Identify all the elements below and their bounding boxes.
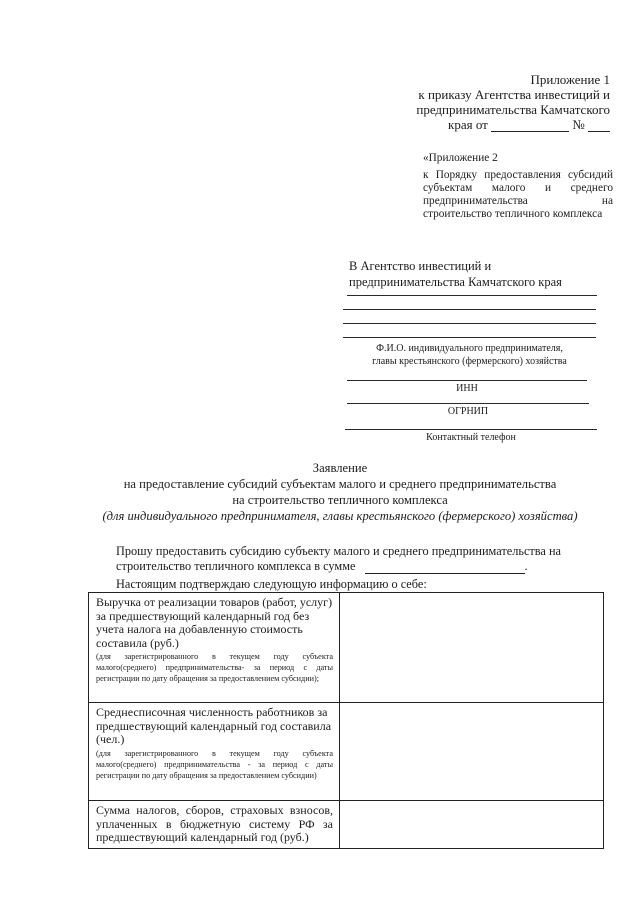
fio-caption-line-1: Ф.И.О. индивидуального предпринимателя, bbox=[376, 343, 563, 354]
info-table bbox=[88, 592, 604, 849]
table-row-label bbox=[89, 703, 340, 801]
application-subtitle-3: (для индивидуального предпринимателя, главы крестьянского (фермерского) хозяйства) bbox=[102, 509, 578, 523]
row-2-value-cell[interactable] bbox=[340, 703, 604, 801]
appendix-1-order-line: к приказу Агентства инвестиций и bbox=[418, 87, 610, 102]
ogrnip-field[interactable] bbox=[347, 403, 589, 404]
number-field[interactable] bbox=[588, 119, 610, 132]
appendix-2-line-3: субъектам малого и среднего bbox=[423, 182, 613, 194]
appendix-2-line-2: к Порядку предоставления субсидий bbox=[423, 169, 613, 181]
subsidy-amount-field[interactable] bbox=[365, 562, 525, 574]
table-row-label bbox=[89, 593, 340, 703]
table-row bbox=[89, 593, 604, 703]
appendix-2-line-4: предпринимательства на bbox=[423, 195, 613, 207]
application-subtitle-1: на предоставление субсидий субъектам малого и среднего предпринимательства bbox=[123, 477, 557, 491]
appendix-1-date-line bbox=[392, 117, 610, 132]
addressee-block bbox=[349, 258, 599, 290]
row-3-main: Сумма налогов, сборов, страховых взносов, уплаченных в бюджетную систему РФ за предшествующий календарный год (руб.) bbox=[96, 803, 333, 844]
row-2-note: (для зарегистрированного в текущем году субъекта малого(среднего) предпринимательства - за период с даты регистрации по дату обращения за предоставлением субсидии) bbox=[96, 748, 333, 780]
addressee-underline bbox=[347, 295, 597, 296]
inn-caption: ИНН bbox=[456, 383, 478, 394]
table-row bbox=[89, 801, 604, 849]
request-line-2 bbox=[116, 559, 616, 574]
appendix-2-line-5: строительство тепличного комплекса bbox=[423, 208, 603, 220]
fio-caption-line-2: главы крестьянского (фермерского) хозяйства bbox=[372, 356, 567, 367]
addressee-line-1: В Агентство инвестиций и bbox=[349, 259, 492, 273]
phone-caption: Контактный телефон bbox=[426, 432, 516, 443]
request-end-dot: . bbox=[524, 559, 528, 573]
row-1-note: (для зарегистрированного в текущем году субъекта малого(среднего) предпринимательства- за период с даты регистрации по дату обращения за предоставлением субсидии); bbox=[96, 652, 333, 683]
fio-caption bbox=[343, 342, 596, 368]
appendix-1-agency-line: предпринимательства Камчатского bbox=[416, 102, 610, 117]
row-3-value-cell[interactable] bbox=[340, 801, 604, 849]
confirm-statement: Настоящим подтверждаю следующую информацию о себе: bbox=[116, 577, 427, 591]
request-line-2-text: строительство тепличного комплекса в сумме bbox=[116, 559, 356, 573]
fio-field-line-2[interactable] bbox=[343, 323, 596, 324]
appendix-1-title: Приложение 1 bbox=[530, 72, 610, 87]
fio-field-line-3[interactable] bbox=[343, 337, 596, 338]
ogrnip-caption: ОГРНИП bbox=[447, 406, 489, 417]
appendix-1-block bbox=[392, 72, 610, 132]
request-line-1: Прошу предоставить субсидию субъекту малого и среднего предпринимательства на bbox=[116, 544, 561, 558]
number-label: № bbox=[572, 117, 585, 132]
addressee-line-2: предпринимательства Камчатского края bbox=[349, 275, 562, 289]
application-title-block bbox=[40, 460, 640, 524]
appendix-2-title: «Приложение 2 bbox=[423, 152, 498, 164]
appendix-2-block bbox=[423, 152, 613, 221]
application-heading: Заявление bbox=[312, 461, 368, 475]
table-row-label bbox=[89, 801, 340, 849]
table-row bbox=[89, 703, 604, 801]
row-2-main: Среднесписочная численность работников за предшествующий календарный год составила (чел.) bbox=[96, 705, 332, 746]
row-1-value-cell[interactable] bbox=[340, 593, 604, 703]
phone-field[interactable] bbox=[345, 429, 597, 430]
request-paragraph bbox=[116, 544, 616, 574]
inn-field[interactable] bbox=[347, 380, 587, 381]
date-field[interactable] bbox=[491, 119, 569, 132]
application-subtitle-2: на строительство тепличного комплекса bbox=[232, 493, 448, 507]
row-1-main: Выручка от реализации товаров (работ, услуг) за предшествующий календарный год без учета налога на добавленную стоимость составила (руб.) bbox=[96, 595, 333, 650]
date-label: края от bbox=[448, 117, 488, 132]
fio-field-line-1[interactable] bbox=[343, 309, 596, 310]
